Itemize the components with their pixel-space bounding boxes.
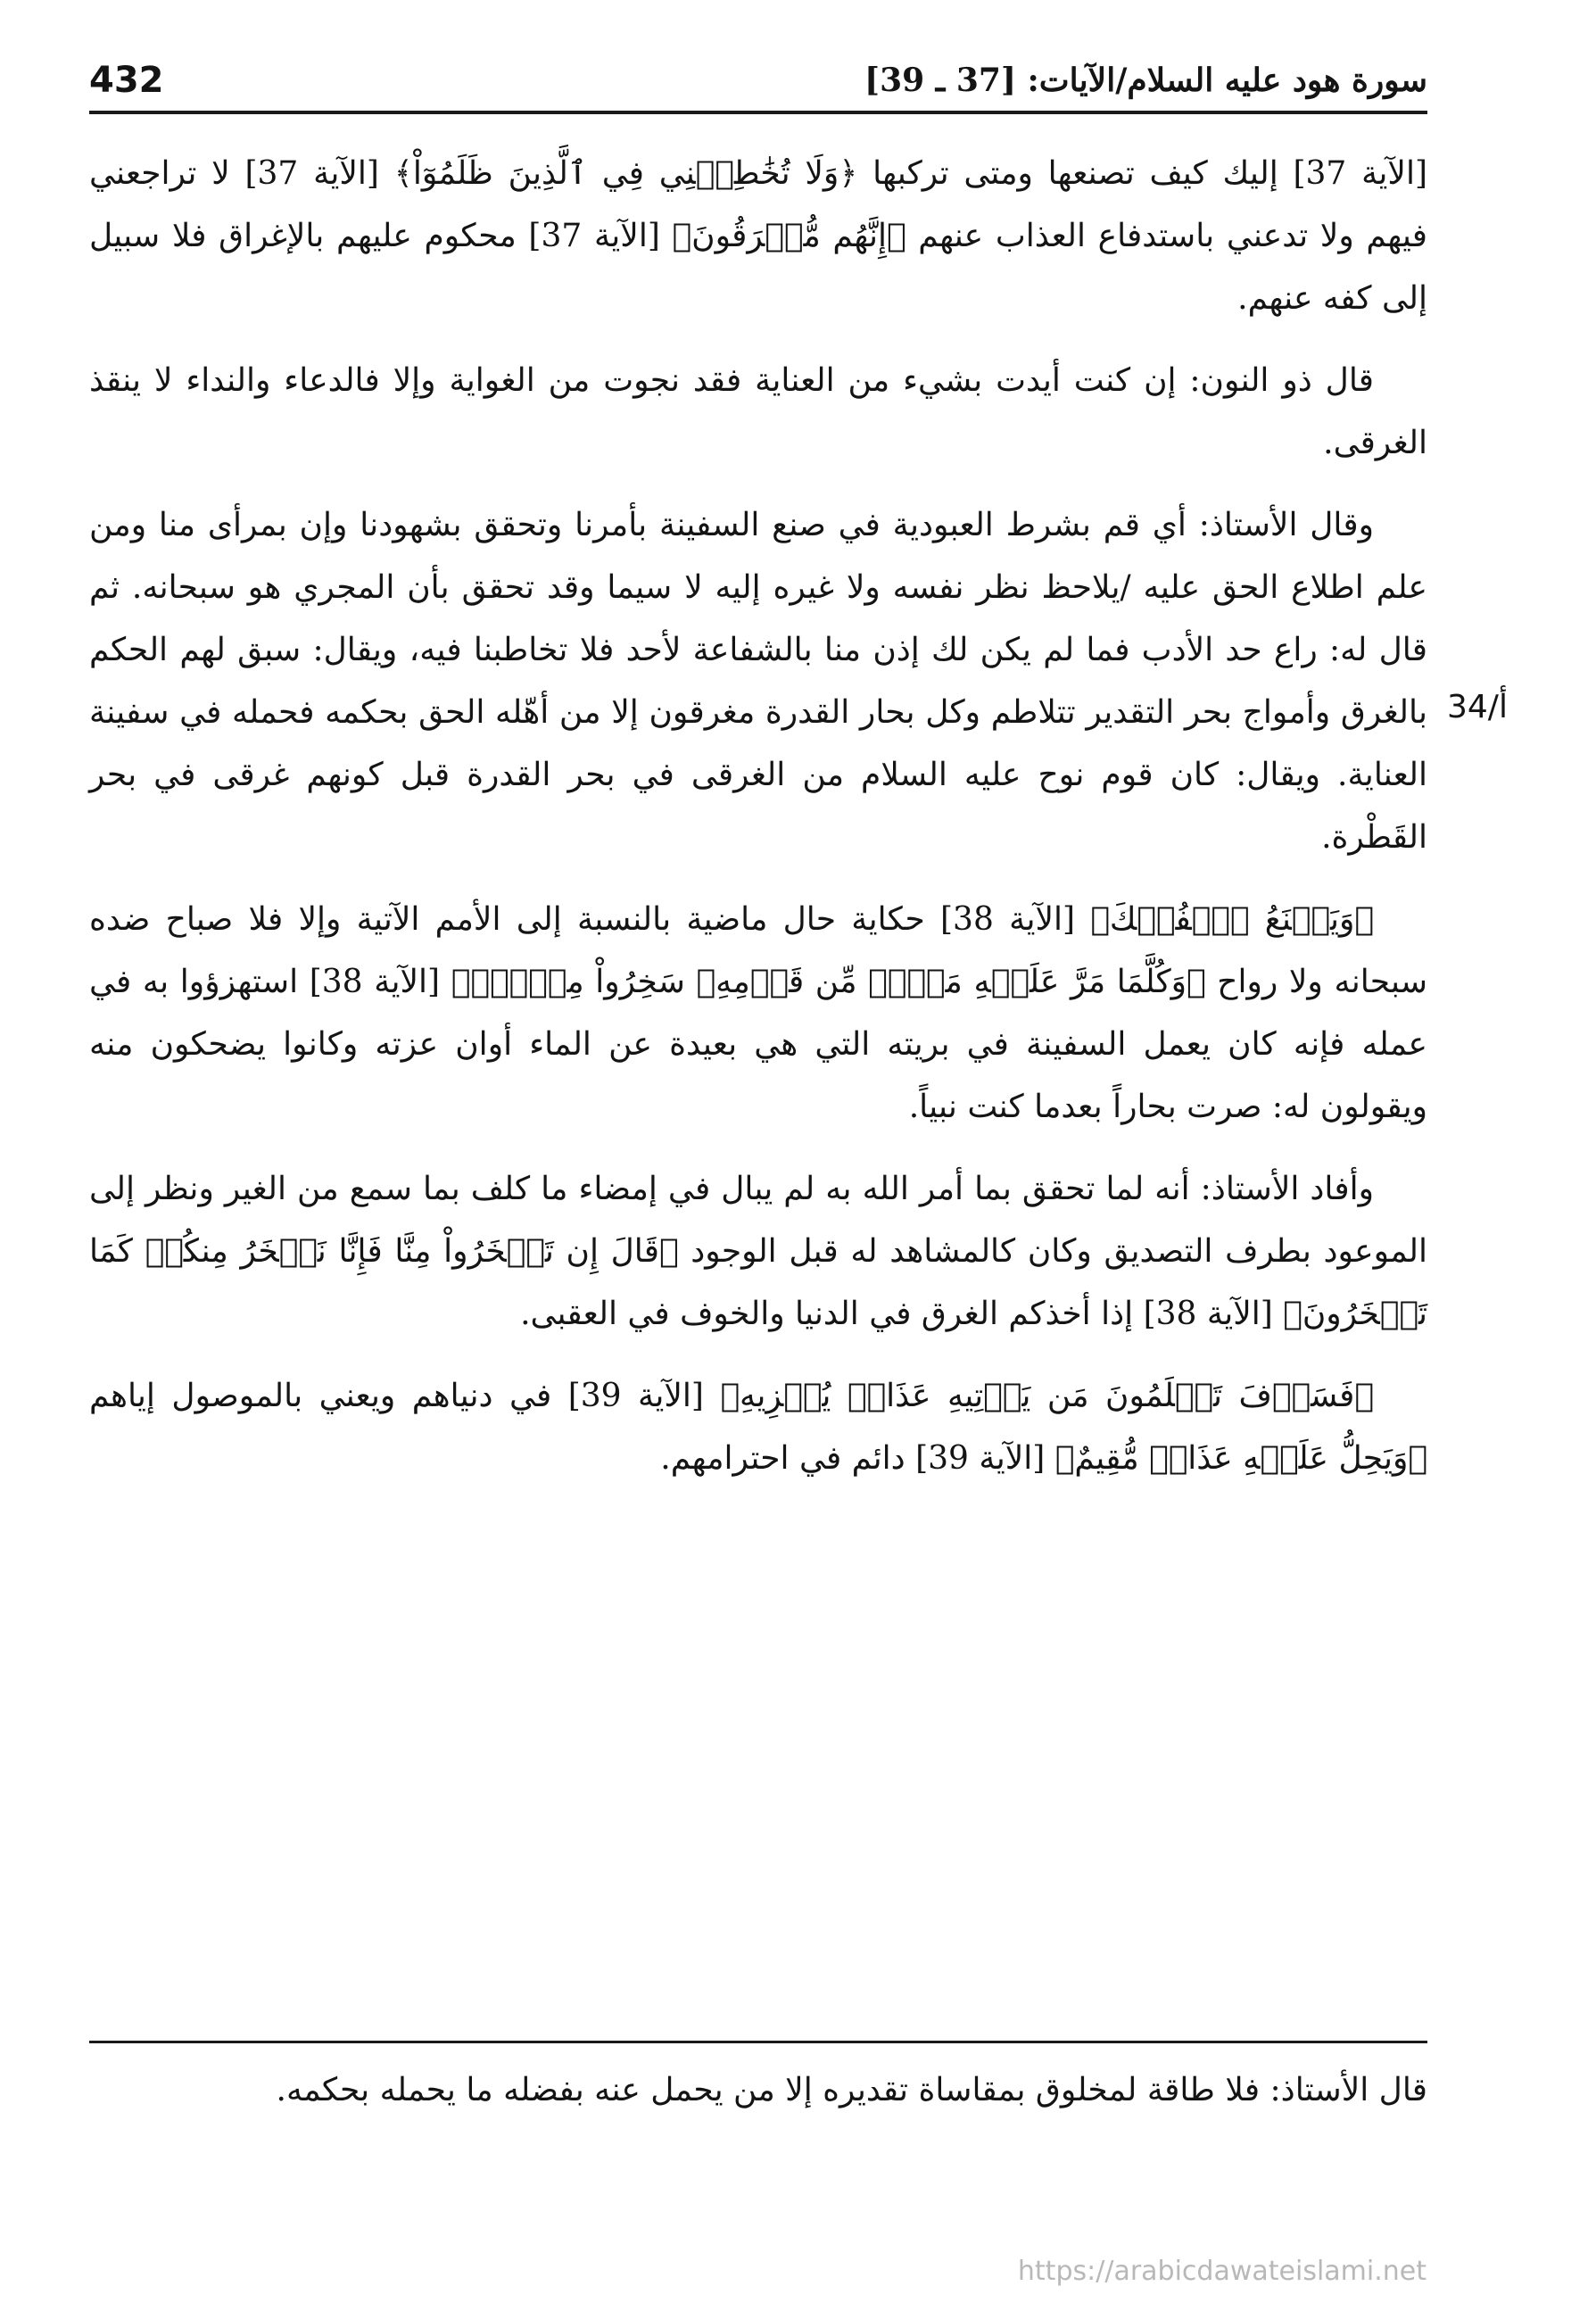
paragraph-5: وأفاد الأستاذ: أنه لما تحقق بما أمر الله به لم يبال في إمضاء ما كلف بما سمع من الغير ونظر إلى الموعود بطرف التصديق وكان كالمشاهد له قبل الوجود ﴿قَالَ إِن تَسۡخَرُواْ مِنَّا فَإِنَّا نَسۡخَرُ مِنكُمۡ كَمَا تَسۡخَرُونَ﴾ [الآية 38] إذا أخذكم الغرق في الدنيا والخوف في العقبى. — [89, 1171, 1427, 1332]
page-header — [89, 55, 1427, 105]
paragraph-4: ﴿وَيَصۡنَعُ ٱلۡفُلۡكَ﴾ [الآية 38] حكاية حال ماضية بالنسبة إلى الأمم الآتية وإلا فلا صباح ضده سبحانه ولا رواح ﴿وَكُلَّمَا مَرَّ عَلَيۡهِ مَلَأٞ مِّن قَوۡمِهِۦ سَخِرُواْ مِنۡهُۚ﴾ [الآية 38] استهزؤوا به في عمله فإنه كان يعمل السفينة في بريته التي هي بعيدة عن الماء أوان عزته وكانوا يضحكون منه ويقولون له: صرت بحاراً بعدما كنت نبياً. — [89, 901, 1427, 1125]
footnote-rule — [89, 2041, 1427, 2043]
header-rule — [89, 111, 1427, 114]
page-number: 432 — [89, 60, 164, 101]
paragraph-6: ﴿فَسَوۡفَ تَعۡلَمُونَ مَن يَأۡتِيهِ عَذَابٞ يُخۡزِيهِ﴾ [الآية 39] في دنياهم ويعني بالموصول إياهم ﴿وَيَحِلُّ عَلَيۡهِ عَذَابٞ مُّقِيمٌ﴾ [الآية 39] دائم في احترامهم. — [89, 1378, 1427, 1477]
paragraph-1: [الآية 37] إليك كيف تصنعها ومتى تركبها ﴿وَلَا تُخَٰطِبۡنِي فِي ٱلَّذِينَ ظَلَمُوٓاْ﴾ [الآية 37] لا تراجعني فيهم ولا تدعني باستدفاع العذاب عنهم ﴿إِنَّهُم مُّغۡرَقُونَ﴾ [الآية 37] محكوم عليهم بالإغراق فلا سبيل إلى كفه عنهم. — [89, 155, 1427, 317]
book-page — [89, 0, 1427, 2311]
paragraph-3: وقال الأستاذ: أي قم بشرط العبودية في صنع السفينة بأمرنا وتحقق بشهودنا وإن بمرأى منا ومن علم اطلاع الحق عليه /يلاحظ نظر نفسه ولا غيره إليه لا سيما وقد تحقق بأن المجري هو سبحانه. ثم قال له: راع حد الأدب فما لم يكن لك إذن منا بالشفاعة لأحد فلا تخاطبنا فيه، ويقال: سبق لهم الحكم بالغرق وأمواج بحر التقدير تتلاطم وكل بحار القدرة مغرقون إلا من أهّله الحق بحكمه فحمله في سفينة العناية. ويقال: كان قوم نوح عليه السلام من الغرقى في بحر القدرة قبل كونهم غرقى في بحر القَطْرة. — [89, 507, 1427, 856]
main-text — [89, 143, 1427, 1510]
running-title: سورة هود عليه السلام/الآيات: [37 ـ 39] — [864, 62, 1427, 99]
paragraph-2: قال ذو النون: إن كنت أيدت بشيء من العناية فقد نجوت من الغواية وإلا فالدعاء والنداء لا ينقذ الغرقى. — [89, 362, 1427, 461]
footnote-text: قال الأستاذ: فلا طاقة لمخلوق بمقاساة تقديره إلا من يحمل عنه بفضله ما يحمله بحكمه. — [276, 2072, 1427, 2108]
margin-folio-note: 34/أ — [1447, 689, 1508, 725]
watermark-url: https://arabicdawateislami.net — [1017, 2256, 1426, 2287]
